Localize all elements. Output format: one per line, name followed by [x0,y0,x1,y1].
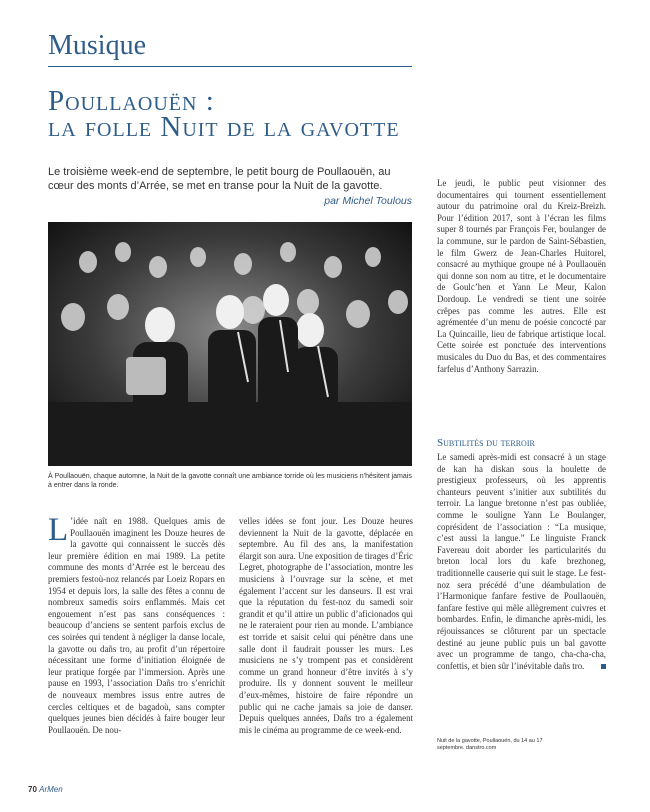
lead-paragraph: Le troisième week-end de septembre, le petit bourg de Poullaouën, au cœur des monts d’Arrée, se met en transe pour la Nuit de la gavotte. [48,166,391,192]
end-of-article-mark [601,664,606,669]
headline-line-1: Poullaouën : [48,85,215,117]
article-column-3-bottom [437,452,606,672]
page-footer [28,785,63,794]
article-column-2 [239,516,413,736]
section-subtitle: Subtilités du terroir [437,437,535,449]
byline: par Michel Toulous [324,195,412,207]
dropcap: L [48,512,69,548]
column-3-text-a: Le jeudi, le public peut visionner des documentaires qui tournent essentiellement autour du patrimoine oral du Kreiz-Breizh. Pour l’édition 2017, sont à l’écran les films super 8 tournés par François Fer, boulanger de la commune, sur le pardon de Saint-Sébastien, le film Gwerz de Jean-Charles Huitorel, consacré au mythique groupe né à Poullaouën qui donne son nom au titre, et le documentaire de Goulc’hen et Yann Le Meur, Kalon Dordoup. Le vendredi se tient une soirée crêpes pas comme les autres. Elle est agrémentée d’un menu de poésie concocté par La Quincaille, lieu de fabrique artistique local. Cette soirée est ponctuée des interventions musicales du Duo du Bas, et des commentaires farfelus d’Anthony Sarrazin. [437,178,606,374]
column-2-text: velles idées se font jour. Les Douze heures deviennent la Nuit de la gavotte, déplacée en septembre. Au fil des ans, la manifestation élargit son aura. Une exposition de tirages d’Éric Legret, photographe de l’association, montre les musiciens à l’ouvrage sur la scène, et met également l’accent sur les danseurs. Il est vrai que la réputation du fest-noz du samedi soir grandit et qu’il attire un public d’aficionados qui ne le rateraient pour rien au monde. L’ambiance est torride et saisit celui qui pénètre dans une salle dont il faudrait pousser les murs. Les musiciens ne s’y trompent pas et considèrent comme un grand honneur d’être invités à s’y produire. Ils y donnent souvent le meilleur d’eux-mêmes, histoire de faire répondre un public qui ne cache jamais sa joie de danser. Depuis quelques années, Dañs tro a également mis le cinéma au programme de ce week-end. [239,516,413,735]
section-title: Musique [48,30,146,61]
magazine-brand: ArMen [39,785,63,794]
article-column-1 [48,512,225,736]
photo-caption: À Poullaouën, chaque automne, la Nuit de la gavotte connaît une ambiance torride où les musiciens n’hésitent jamais à entrer dans la ronde. [48,473,412,489]
column-1-text: ’idée naît en 1988. Quelques amis de Poullaouën imaginent les Douze heures de la gavotte qui connaissent le succès dès leur première édition en mai 1989. La petite commune des monts d’Arrée est le berceau des premiers festoù-noz relancés par Loeiz Ropars en 1954 et depuis lors, la salle des fêtes a connu de nombreux samedis soirs enflammés. Mais cet engouement n’est pas sans conséquences : beaucoup d’anciens se sentent parfois exclus de ces soirées qui tendent à négliger la danse locale, la gavotte ou dañs tro, au profit d’un répertoire nécessitant une forme d’initiation éloignée de leur pratique forgée par l’immersion. Après une pause en 1993, l’association Dañs tro s’enrichit de nouveaux membres issus entre autres de cercles celtiques et de bagadoù, sans compter quelques jeunes bien décidés à faire bouger leur Poullaouën. De nou- [48,516,225,735]
article-column-3-top [437,178,606,375]
article-photo [48,222,412,466]
column-3-text-b: Le samedi après-midi est consacré à un stage de kan ha diskan sous la houlette de prestigieux professeurs, où les apprentis chanteurs peuvent s’initier aux subtilités du terroir. La langue bretonne n’est pas oubliée, comme le souligne Yann Le Boulanger, coprésident de l’association : “La musique, c’est aussi la langue.” Le linguiste Franck Favereau doit aborder les particularités du breton local lors du kafe brezhoneg, traditionnelle causerie qui suit le stage. Le fest-noz sera précédé d’une déambulation de l’Harmonique fanfare festive de Poullaouën, fanfare festive qui mêle allègrement cuivres et bombardes. Enfin, le dimanche après-midi, les réjouissances se clôturent par un spectacle destiné au jeune public puis un bal gavotte avec un programme de tango, cha-cha-cha, confettis, et bien sûr l’inévitable dañs tro. [437,452,606,671]
page-number: 70 [28,785,37,794]
section-divider [48,66,412,67]
event-info: Nuit de la gavotte, Poullaouën, du 14 au 17 septembre. danstro.com [437,738,543,751]
article-headline [48,85,608,143]
headline-line-2: la folle Nuit de la gavotte [48,111,400,143]
